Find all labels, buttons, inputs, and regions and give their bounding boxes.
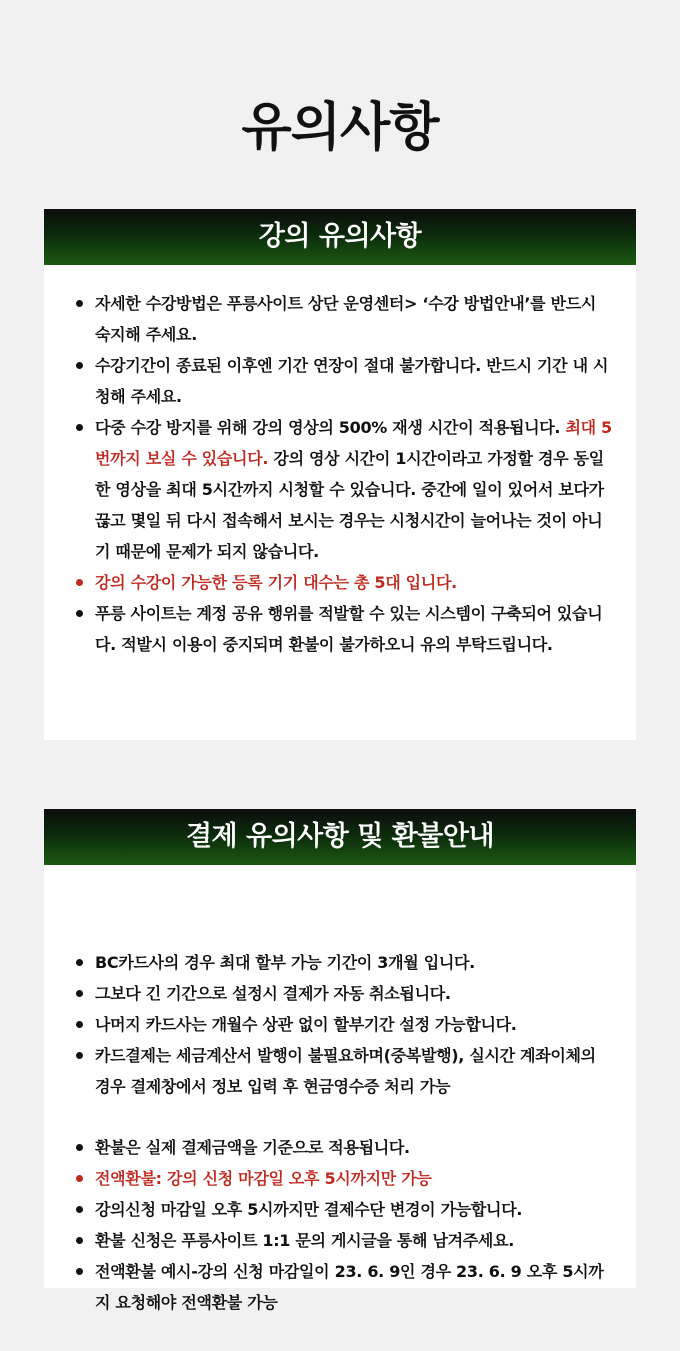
list-item: 환불은 실제 결제금액을 기준으로 적용됩니다. xyxy=(44,1132,636,1163)
lecture-notice-section xyxy=(44,209,636,740)
highlight-text: 최대 5번까지 보실 수 있습니다. xyxy=(95,418,612,468)
payment-notice-section xyxy=(44,809,636,1312)
list-item: 자세한 수강방법은 푸릉사이트 상단 운영센터> ‘수강 방법안내’를 반드시 숙지해 주세요. xyxy=(44,288,636,350)
list-item: 전액환불: 강의 신청 마감일 오후 5시까지만 가능 xyxy=(44,1163,636,1194)
payment-notice-list xyxy=(44,865,636,1318)
list-item-text: 강의 영상 시간이 1시간이라고 가정할 경우 동일한 영상을 최대 5시간까지 시청할 수 있습니다. 중간에 일이 있어서 보다가 끊고 몇일 뒤 다시 접속해서 보시는 경우는 시청시간이 늘어나는 것이 아니기 때문에 문제가 되지 않습니다. xyxy=(95,449,604,561)
list-item: 나머지 카드사는 개월수 상관 없이 할부기간 설정 가능합니다. xyxy=(44,1009,636,1040)
list-item-text: 다중 수강 방지를 위해 강의 영상의 500% 재생 시간이 적용됩니다. xyxy=(95,418,566,437)
page-title: 유의사항 xyxy=(241,97,439,158)
lecture-notice-list xyxy=(44,265,636,660)
list-item: 환불 신청은 푸릉사이트 1:1 문의 게시글을 통해 남겨주세요. xyxy=(44,1225,636,1256)
list-item: 강의신청 마감일 오후 5시까지만 결제수단 변경이 가능합니다. xyxy=(44,1194,636,1225)
payment-notice-header: 결제 유의사항 및 환불안내 xyxy=(44,809,636,865)
list-item: 수강기간이 종료된 이후엔 기간 연장이 절대 불가합니다. 반드시 기간 내 시청해 주세요. xyxy=(44,350,636,412)
list-item: 푸릉 사이트는 계정 공유 행위를 적발할 수 있는 시스템이 구축되어 있습니다. 적발시 이용이 중지되며 환불이 불가하오니 유의 부탁드립니다. xyxy=(44,598,636,660)
list-item: 전액환불 예시-강의 신청 마감일이 23. 6. 9인 경우 23. 6. 9 오후 5시까지 요청해야 전액환불 가능 xyxy=(44,1256,636,1318)
list-item: 카드결제는 세금계산서 발행이 불필요하며(중복발행), 실시간 계좌이체의 경우 결제창에서 정보 입력 후 현금영수증 처리 가능 xyxy=(44,1040,636,1102)
list-item xyxy=(44,412,636,567)
list-item: BC카드사의 경우 최대 할부 가능 기간이 3개월 입니다. xyxy=(44,947,636,978)
lecture-notice-header: 강의 유의사항 xyxy=(44,209,636,265)
list-item: 강의 수강이 가능한 등록 기기 대수는 총 5대 입니다. xyxy=(44,567,636,598)
list-item: 그보다 긴 기간으로 설정시 결제가 자동 취소됩니다. xyxy=(44,978,636,1009)
